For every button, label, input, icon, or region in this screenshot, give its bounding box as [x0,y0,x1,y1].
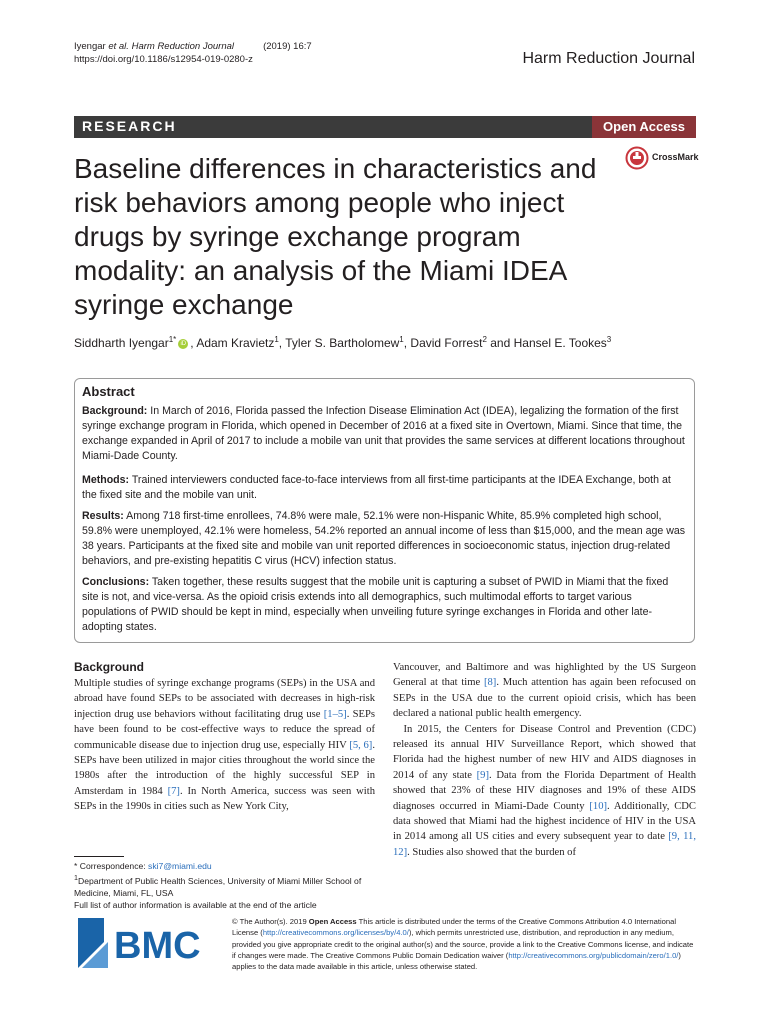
abstract-results [82,509,687,569]
affiliation-number: 1 [74,874,78,882]
orcid-icon[interactable]: iD [178,339,188,349]
footnotes [74,860,374,911]
journal-name: Harm Reduction Journal [522,50,695,67]
body-column-right [393,660,696,860]
license-link[interactable]: http://creativecommons.org/licenses/by/4.0/ [262,928,409,938]
abstract-methods-label: Methods: [82,474,130,486]
abstract-results-label: Results: [82,510,124,522]
body-text: . Much attention has again been refocused on SEPs in the USA due to the current opioid crisis, which has been declared a national public health emergency. [393,677,696,720]
body-text: . Data from the Florida Department of Health showed that 23% of these HIV diagnoses and 19% of these AIDS diagnoses occurred in Miami-Dade County [393,769,696,812]
correspondence-email[interactable]: ski7@miami.edu [148,861,212,871]
license-text: ) applies to the data made available in this article, unless otherwise stated. [232,950,681,972]
abstract-heading: Abstract [82,384,135,399]
citation-link[interactable]: [1–5] [323,708,347,720]
author-conjunction: and [490,336,511,350]
body-text: . SEPs have been found to be cost-effective ways to reduce the spread of communicable disease due to injection drug use, especially HIV [74,708,375,751]
body-column-left [74,676,375,815]
footnote-divider [74,856,124,857]
body-text: . In North America, success was seen with SEPs in the 1990s in cities such as New York City, [74,785,375,813]
author-affiliation: 1 [399,335,404,344]
body-text: In 2015, the Centers for Disease Control and Prevention (CDC) released its annual HIV Surveillance Report, which showed that Florida had the highest number of new HIV and AIDS diagnoses in 2014 of any state [393,723,697,781]
crossmark-label[interactable]: CrossMark [652,152,699,162]
abstract-background-text: In March of 2016, Florida passed the Infection Disease Elimination Act (IDEA), legalizing the formation of the first syringe exchange program in Florida, which opened in December of 2016 at a fixed site in Overtown, Miami. Since that time, the exchange expanded in April of 2017 to include a mobile van unit that provides the same services at different locations throughout Miami-Dade County. [82,405,685,462]
abstract-results-text: Among 718 first-time enrollees, 74.8% were male, 52.1% were non-Hispanic White, 85.9% completed high school, 59.8% were unemployed, 42.1% were homeless, 54.2% reported an annual income of less than $15,000, and the mean age was 38 years. Participants at the fixed site and mobile van unit reported differences in socioeconomic status, injection drug-related behaviors, and pre-existing hepatitis C virus (HCV) infection status. [82,510,686,567]
body-text: Multiple studies of syringe exchange programs (SEPs) in the USA and abroad have found SEPs to be associated with decreases in high-risk injection drug use behaviors without facilitating drug use [74,678,375,720]
license-link[interactable]: http://creativecommons.org/publicdomain/zero/1.0/ [508,950,679,960]
header-journal: Harm Reduction Journal [131,41,235,52]
citation-link[interactable]: [5, 6] [349,739,373,751]
abstract-background-label: Background: [82,405,148,417]
author-name[interactable]: David Forrest [410,336,483,350]
author-name[interactable]: Siddharth Iyengar [74,336,169,350]
header-doi[interactable]: https://doi.org/10.1186/s12954-019-0280-z [74,54,253,65]
license-statement [232,916,694,972]
bmc-logo-icon [74,912,214,972]
citation-link[interactable]: [10] [589,800,608,812]
header-et-al: et al. [108,41,129,52]
header-year-volume: (2019) 16:7 [263,41,312,52]
article-type-label: RESEARCH [82,118,177,134]
author-affiliation: 1* [168,335,177,344]
author-affiliation: 2 [482,335,487,344]
abstract-conclusions-label: Conclusions: [82,576,150,588]
citation-link[interactable]: [8] [483,677,497,689]
article-type-banner [74,116,696,138]
author-info-note: Full list of author information is available at the end of the article [74,899,317,910]
body-text: . SEPs have been utilized in major cities throughout the world since the 1980s after the introduction of the highly successful SEP in Amsterdam in 1984 [74,739,375,797]
abstract-background [82,404,687,464]
citation-link[interactable]: [9, 11, 12] [393,831,696,858]
author-name[interactable]: Tyler S. Bartholomew [285,336,400,350]
background-heading: Background [74,660,145,674]
header-authors: Iyengar [74,41,106,52]
author-name[interactable]: Hansel E. Tookes [513,336,607,350]
running-header [74,40,312,66]
open-access-badge [592,116,696,138]
license-text: © The Author(s). 2019 [232,917,309,926]
license-open-access: Open Access [308,917,357,926]
author-list: Siddharth Iyengar$^{1*}$ iD , Adam Kravietz$^1$, Tyler S. Bartholomew$^1$, David Forrest$^2$ and Hansel E. Tookes$^3$ [74,335,612,350]
license-text: This article is distributed under the terms of the Creative Commons Attribution 4.0 International License ( [232,917,677,938]
abstract-conclusions [82,575,687,635]
abstract-conclusions-text: Taken together, these results suggest that the mobile unit is capturing a subset of PWID in Miami that the fixed site is not, and vice-versa. As the opioid crisis extends into all demographics, such multimodal efforts to target various populations of PWID should be kept in mind, especially when unveiling future syringe exchanges in Florida and other late-adopting states. [82,576,669,633]
license-text: ), which permits unrestricted use, distribution, and reproduction in any medium, provided you give appropriate credit to the original author(s) and the source, provide a link to the Creative Commons license, and indicate if changes were made. The Creative Commons Public Domain Dedication waiver ( [232,928,694,960]
bmc-logo-text: BMC [114,925,201,967]
article-title: Baseline differences in characteristics and risk behaviors among people who inject drugs by syringe exchange program modality: an analysis of the Miami IDEA syringe exchange [74,153,597,320]
body-text: . Studies also showed that the burden of [407,846,577,858]
citation-link[interactable]: [9] [476,769,490,781]
affiliation-text: Department of Public Health Sciences, University of Miami Miller School of Medicine, Miami, FL, USA [74,875,362,898]
abstract-methods [82,473,687,503]
open-access-label: Open Access [603,119,685,134]
author-name[interactable]: Adam Kravietz [196,336,275,350]
body-text: . Additionally, CDC data showed that Miami had the highest incidence of HIV in the USA in 2014 among all US cities and every subsequent year to date [393,800,697,843]
body-text: Vancouver, and Baltimore and was highlighted by the US Surgeon General at that time [393,662,696,689]
abstract-methods-text: Trained interviewers conducted face-to-face interviews from all first-time participants at the IDEA Exchange, both at the fixed site and the mobile van unit. [82,474,671,501]
author-affiliation: 3 [606,335,612,344]
correspondence-label: * Correspondence: [74,861,149,871]
citation-link[interactable]: [7] [167,785,180,797]
author-affiliation: 1 [274,335,279,344]
